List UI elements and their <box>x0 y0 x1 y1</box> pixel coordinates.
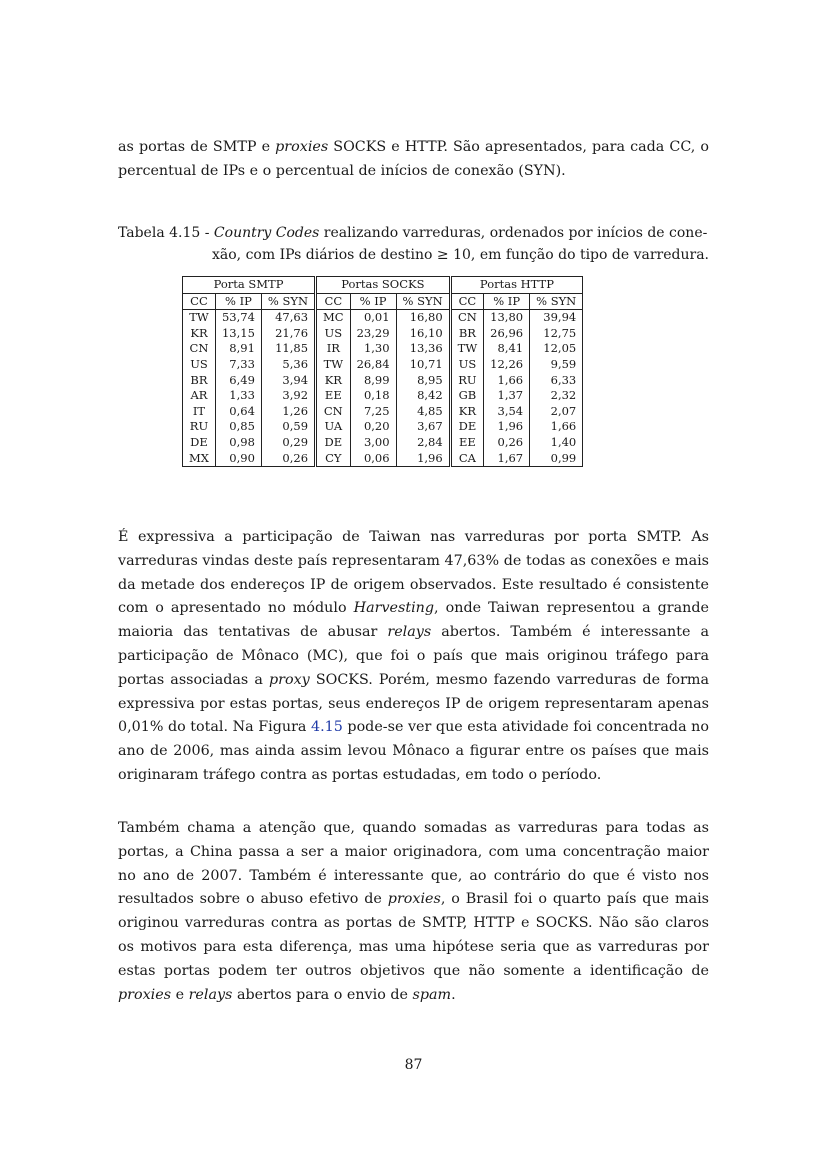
cell-ip-percent: 23,29 <box>350 326 396 342</box>
caption-label: Tabela 4.15 - <box>118 225 214 241</box>
cell-country-code: UA <box>316 419 351 435</box>
cell-syn-percent: 1,26 <box>261 404 315 420</box>
col-header-syn: % SYN <box>261 293 315 310</box>
italic-term: spam <box>412 986 452 1003</box>
cell-syn-percent: 0,29 <box>261 435 315 451</box>
cell-syn-percent: 8,95 <box>396 373 450 389</box>
text-span: pode-se ver que esta atividade foi concentrada no ano de 2006, mas ainda assim levou Mônaco a figurar entre os países que mais originaram tráfego contra as portas estudadas, em todo o período. <box>118 719 709 783</box>
italic-term: proxies <box>275 139 329 155</box>
caption-text-line1: realizando varreduras, ordenados por inícios de cone- <box>319 225 708 241</box>
text-span: . <box>451 986 456 1003</box>
cell-ip-percent: 3,54 <box>484 404 530 420</box>
cell-syn-percent: 2,84 <box>396 435 450 451</box>
text-span: , o Brasil foi o quarto país que mais originou varreduras contra as portas de SMTP, HTTP e SOCKS. Não são claros os motivos para esta diferença, mas uma hipótese seria que as varreduras por estas portas podem ter outros objetivos que não somente a identificação de <box>118 891 710 979</box>
text-span: abertos para o envio de <box>232 986 413 1003</box>
cell-country-code: GB <box>450 388 484 404</box>
cell-country-code: EE <box>450 435 484 451</box>
cell-country-code: CN <box>450 310 484 326</box>
italic-term: Harvesting <box>353 600 435 617</box>
table-row <box>183 373 583 389</box>
table-row <box>183 357 583 373</box>
cell-syn-percent: 16,10 <box>396 326 450 342</box>
italic-term: relays <box>387 624 432 641</box>
cell-country-code: DE <box>316 435 351 451</box>
text-span: SOCKS. Porém, mesmo fazendo varreduras de forma expressiva por estas portas, seus endereços IP de origem representaram apenas 0,01% do total. Na Figura <box>118 671 710 736</box>
cell-country-code: MX <box>183 451 216 467</box>
cell-syn-percent: 3,92 <box>261 388 315 404</box>
cell-syn-percent: 0,99 <box>530 451 583 467</box>
table-column-header-row <box>183 293 583 310</box>
text-span: , onde Taiwan representou a grande maioria das tentativas de abusar <box>118 600 709 641</box>
table-group-header-row <box>183 277 583 294</box>
col-header-ip: % IP <box>350 293 396 310</box>
italic-term: proxies <box>118 986 172 1003</box>
cell-syn-percent: 12,05 <box>530 341 583 357</box>
cell-ip-percent: 0,64 <box>215 404 261 420</box>
cell-country-code: KR <box>316 373 351 389</box>
cell-ip-percent: 53,74 <box>215 310 261 326</box>
cell-syn-percent: 0,59 <box>261 419 315 435</box>
cell-ip-percent: 1,96 <box>484 419 530 435</box>
table-row <box>183 326 583 342</box>
cell-ip-percent: 13,15 <box>215 326 261 342</box>
cell-syn-percent: 10,71 <box>396 357 450 373</box>
cell-ip-percent: 0,20 <box>350 419 396 435</box>
cell-ip-percent: 0,06 <box>350 451 396 467</box>
cell-syn-percent: 1,40 <box>530 435 583 451</box>
cell-syn-percent: 39,94 <box>530 310 583 326</box>
cell-syn-percent: 3,94 <box>261 373 315 389</box>
cell-ip-percent: 0,26 <box>484 435 530 451</box>
cell-country-code: IR <box>316 341 351 357</box>
page-number: 87 <box>404 1057 423 1073</box>
cell-ip-percent: 12,26 <box>484 357 530 373</box>
italic-term: proxy <box>268 671 310 688</box>
cell-country-code: TW <box>316 357 351 373</box>
table-row <box>183 341 583 357</box>
scan-table <box>182 276 583 467</box>
cell-country-code: KR <box>450 404 484 420</box>
cell-country-code: BR <box>450 326 484 342</box>
cell-ip-percent: 1,33 <box>215 388 261 404</box>
table-body <box>183 310 583 467</box>
cell-syn-percent: 8,42 <box>396 388 450 404</box>
italic-term: proxies <box>387 891 441 908</box>
cell-ip-percent: 0,18 <box>350 388 396 404</box>
text-span: É expressiva a participação de Taiwan nas varreduras por porta SMTP. As varreduras vindas deste país representaram 47,63% de todas as conexões e mais da metade dos endereços IP de origem observados. Este resultado é consistente com o apresentado no módulo <box>118 529 709 617</box>
cell-country-code: CN <box>316 404 351 420</box>
cell-ip-percent: 0,98 <box>215 435 261 451</box>
text-span: as portas de SMTP e <box>118 139 276 155</box>
cell-country-code: TW <box>183 310 216 326</box>
cell-syn-percent: 3,67 <box>396 419 450 435</box>
cell-ip-percent: 0,01 <box>350 310 396 326</box>
body-paragraph-2 <box>118 817 709 1007</box>
cell-ip-percent: 3,00 <box>350 435 396 451</box>
table-caption <box>118 222 709 266</box>
cell-syn-percent: 6,33 <box>530 373 583 389</box>
cell-ip-percent: 8,99 <box>350 373 396 389</box>
table-row <box>183 419 583 435</box>
cell-syn-percent: 13,36 <box>396 341 450 357</box>
cell-syn-percent: 2,07 <box>530 404 583 420</box>
cell-country-code: EE <box>316 388 351 404</box>
col-header-cc: CC <box>450 293 484 310</box>
cell-ip-percent: 8,91 <box>215 341 261 357</box>
cell-country-code: IT <box>183 404 216 420</box>
cell-country-code: DE <box>183 435 216 451</box>
cell-ip-percent: 0,90 <box>215 451 261 467</box>
cell-syn-percent: 21,76 <box>261 326 315 342</box>
cell-country-code: RU <box>183 419 216 435</box>
cell-country-code: US <box>183 357 216 373</box>
col-header-syn: % SYN <box>530 293 583 310</box>
cell-syn-percent: 2,32 <box>530 388 583 404</box>
cell-country-code: BR <box>183 373 216 389</box>
cell-ip-percent: 13,80 <box>484 310 530 326</box>
cell-syn-percent: 16,80 <box>396 310 450 326</box>
text-span: SOCKS e HTTP. São apresentados, para cada CC, o percentual de IPs e o percentual de inícios de conexão (SYN). <box>118 139 709 179</box>
col-header-ip: % IP <box>215 293 261 310</box>
cell-country-code: RU <box>450 373 484 389</box>
col-header-cc: CC <box>316 293 351 310</box>
cell-syn-percent: 12,75 <box>530 326 583 342</box>
table-row <box>183 451 583 467</box>
col-header-syn: % SYN <box>396 293 450 310</box>
cell-country-code: CY <box>316 451 351 467</box>
cell-country-code: AR <box>183 388 216 404</box>
cell-syn-percent: 4,85 <box>396 404 450 420</box>
caption-italic-term: Country Codes <box>213 225 320 241</box>
cell-syn-percent: 47,63 <box>261 310 315 326</box>
italic-term: relays <box>188 986 233 1003</box>
text-span: abertos. Também é interessante a participação de Mônaco (MC), que foi o país que mais originou tráfego para portas associadas a <box>118 624 710 688</box>
col-header-cc: CC <box>183 293 216 310</box>
text-span: e <box>171 986 189 1003</box>
cell-ip-percent: 26,84 <box>350 357 396 373</box>
cell-ip-percent: 8,41 <box>484 341 530 357</box>
cell-country-code: KR <box>183 326 216 342</box>
cell-ip-percent: 7,25 <box>350 404 396 420</box>
cell-syn-percent: 11,85 <box>261 341 315 357</box>
table-row <box>183 404 583 420</box>
caption-text-line2: xão, com IPs diários de destino ≥ 10, em função do tipo de varredura. <box>212 247 709 263</box>
cell-syn-percent: 1,66 <box>530 419 583 435</box>
cell-ip-percent: 6,49 <box>215 373 261 389</box>
cell-ip-percent: 1,37 <box>484 388 530 404</box>
cell-country-code: CN <box>183 341 216 357</box>
col-header-ip: % IP <box>484 293 530 310</box>
cell-ip-percent: 7,33 <box>215 357 261 373</box>
body-paragraph-1 <box>118 526 709 788</box>
table-row <box>183 388 583 404</box>
cell-country-code: CA <box>450 451 484 467</box>
cell-ip-percent: 1,66 <box>484 373 530 389</box>
cell-ip-percent: 1,67 <box>484 451 530 467</box>
group-header-socks: Portas SOCKS <box>316 277 451 294</box>
cell-syn-percent: 1,96 <box>396 451 450 467</box>
cell-country-code: TW <box>450 341 484 357</box>
cell-ip-percent: 26,96 <box>484 326 530 342</box>
cell-country-code: DE <box>450 419 484 435</box>
text-span: Também chama a atenção que, quando somadas as varreduras para todas as portas, a China passa a ser a maior originadora, com uma concentração maior no ano de 2007. Também é interessante que, ao contrário do que é visto nos resultados sobre o abuso efetivo de <box>118 820 709 908</box>
cell-country-code: US <box>316 326 351 342</box>
cell-country-code: US <box>450 357 484 373</box>
cell-syn-percent: 9,59 <box>530 357 583 373</box>
cell-ip-percent: 1,30 <box>350 341 396 357</box>
cell-country-code: MC <box>316 310 351 326</box>
group-header-smtp: Porta SMTP <box>183 277 316 294</box>
cell-syn-percent: 5,36 <box>261 357 315 373</box>
cell-ip-percent: 0,85 <box>215 419 261 435</box>
figure-link[interactable]: 4.15 <box>311 719 343 736</box>
cell-syn-percent: 0,26 <box>261 451 315 467</box>
table-row <box>183 310 583 326</box>
table-row <box>183 435 583 451</box>
group-header-http: Portas HTTP <box>450 277 583 294</box>
intro-paragraph <box>118 136 709 184</box>
